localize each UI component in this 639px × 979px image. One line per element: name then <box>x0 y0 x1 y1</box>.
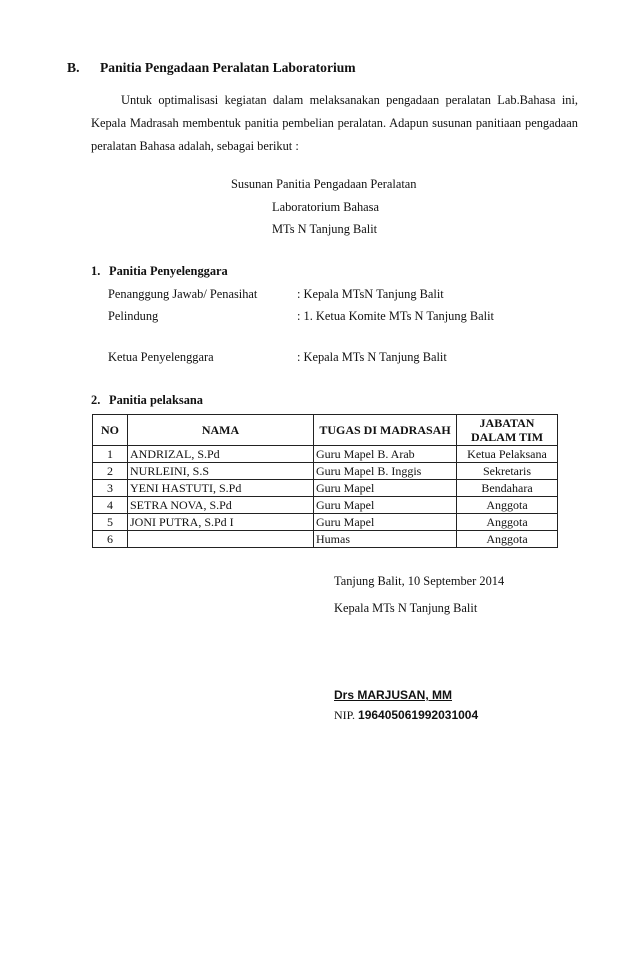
heading-line-1: Susunan Panitia Pengadaan Peralatan <box>231 177 417 191</box>
table-row <box>93 531 558 548</box>
cell-jabatan: Sekretaris <box>457 463 558 480</box>
table-row <box>93 514 558 531</box>
column-header-tugas: TUGAS DI MADRASAH <box>314 415 457 446</box>
section-title-text: Panitia Pengadaan Peralatan Laboratorium <box>100 60 356 75</box>
cell-nama: ANDRIZAL, S.Pd <box>128 446 314 463</box>
intro-paragraph <box>91 89 578 112</box>
cell-nama: YENI HASTUTI, S.Pd <box>128 480 314 497</box>
column-header-no: NO <box>93 415 128 446</box>
pelindung-value: : 1. Ketua Komite MTs N Tanjung Balit <box>297 309 494 323</box>
signature-nip <box>334 708 478 723</box>
ketua-penyelenggara-label: Ketua Penyelenggara <box>108 350 214 364</box>
pelaksana-table <box>92 414 558 548</box>
intro-line-2: Kepala Madrasah membentuk panitia pembelian peralatan. Adapun susunan panitiaan pengadaan <box>91 116 578 130</box>
column-header-jabatan-line-2: DALAM TIM <box>470 430 544 444</box>
nip-label: NIP. <box>334 708 359 722</box>
cell-no: 1 <box>93 446 128 463</box>
cell-tugas: Guru Mapel <box>314 480 457 497</box>
cell-tugas: Guru Mapel <box>314 497 457 514</box>
signature-place-date: Tanjung Balit, 10 September 2014 <box>334 574 505 588</box>
heading-line-3: MTs N Tanjung Balit <box>272 222 378 236</box>
section-letter: B. <box>67 60 80 75</box>
penyelenggara-number: 1. <box>91 264 101 278</box>
table-row <box>93 480 558 497</box>
column-header-nama: NAMA <box>128 415 314 446</box>
penanggung-jawab-value: : Kepala MTsN Tanjung Balit <box>297 287 444 301</box>
cell-tugas: Guru Mapel B. Arab <box>314 446 457 463</box>
penyelenggara-title: Panitia Penyelenggara <box>109 264 228 278</box>
intro-line-3: peralatan Bahasa adalah, sebagai berikut : <box>91 139 299 153</box>
cell-tugas: Humas <box>314 531 457 548</box>
cell-nama: SETRA NOVA, S.Pd <box>128 497 314 514</box>
cell-no: 4 <box>93 497 128 514</box>
pelaksana-title: Panitia pelaksana <box>109 393 203 407</box>
section-title <box>67 60 356 76</box>
signature-position: Kepala MTs N Tanjung Balit <box>334 601 478 615</box>
cell-jabatan: Bendahara <box>457 480 558 497</box>
column-header-jabatan-line-1: JABATAN <box>479 416 535 430</box>
penanggung-jawab-label: Penanggung Jawab/ Penasihat <box>108 287 258 301</box>
cell-jabatan: Anggota <box>457 531 558 548</box>
cell-no: 5 <box>93 514 128 531</box>
cell-tugas: Guru Mapel B. Inggis <box>314 463 457 480</box>
cell-no: 2 <box>93 463 128 480</box>
pelindung-label: Pelindung <box>108 309 159 323</box>
nip-value: 196405061992031004 <box>358 708 479 722</box>
table-row <box>93 463 558 480</box>
table-row <box>93 446 558 463</box>
cell-tugas: Guru Mapel <box>314 514 457 531</box>
pelaksana-heading <box>91 393 203 408</box>
heading-line-2: Laboratorium Bahasa <box>272 200 380 214</box>
ketua-penyelenggara-value: : Kepala MTs N Tanjung Balit <box>297 350 447 364</box>
intro-line-1: Untuk optimalisasi kegiatan dalam melaksanakan pengadaan peralatan Lab.Bahasa ini, <box>121 93 578 107</box>
cell-jabatan: Anggota <box>457 514 558 531</box>
penyelenggara-heading <box>91 264 228 279</box>
table-row <box>93 497 558 514</box>
cell-nama <box>128 531 314 548</box>
column-header-jabatan <box>457 415 558 446</box>
cell-nama: JONI PUTRA, S.Pd I <box>128 514 314 531</box>
cell-no: 3 <box>93 480 128 497</box>
cell-jabatan: Anggota <box>457 497 558 514</box>
signature-name: Drs MARJUSAN, MM <box>334 688 453 702</box>
cell-jabatan: Ketua Pelaksana <box>457 446 558 463</box>
table-header-row <box>93 415 558 446</box>
pelaksana-number: 2. <box>91 393 101 407</box>
cell-no: 6 <box>93 531 128 548</box>
intro-paragraph-continued <box>91 112 578 158</box>
cell-nama: NURLEINI, S.S <box>128 463 314 480</box>
